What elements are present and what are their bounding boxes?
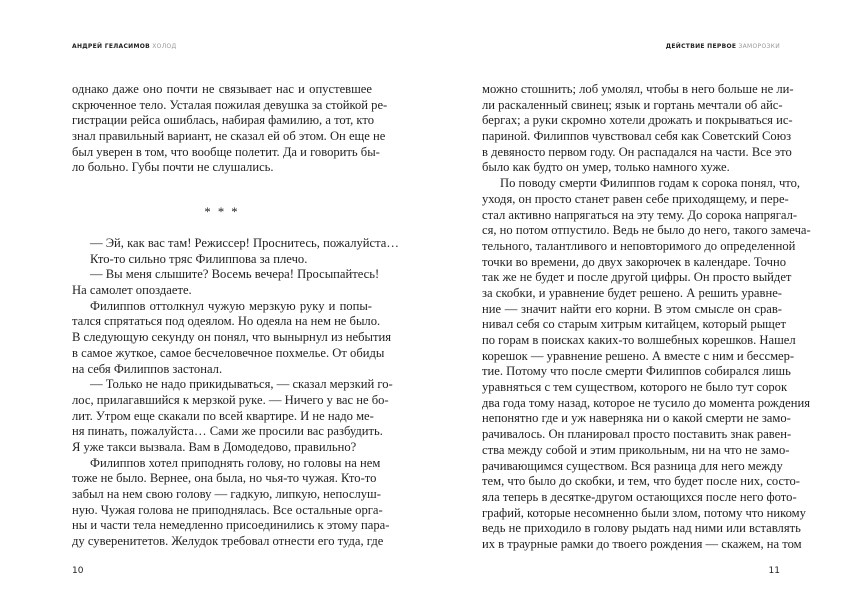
text-line: два года тому назад, которое не тусило до момента рождения xyxy=(482,395,810,410)
text-line: ли раскаленный свинец; язык и гортань мечтали об айс- xyxy=(482,97,783,112)
text-line: забыл на нем свою голову — гадкую, липкую, непослуш- xyxy=(72,487,381,501)
text-line: однако даже оно почти не связывает нас и опустевшее xyxy=(72,82,372,96)
text-line: Я уже такси вызвала. Вам в Домодедово, правильно? xyxy=(72,439,357,454)
text-line: тие. Потому что после смерти Филиппов собирался лишь xyxy=(482,364,791,379)
text-line: непонятно где и уж наверняка ни о какой смерти не замо- xyxy=(482,411,791,426)
text-line: Филиппов оттолкнул чужую мерзкую руку и попы- xyxy=(90,298,372,313)
header-chapter-title: ЗАМОРОЗКИ xyxy=(738,43,780,50)
text-line: знал правильный вариант, не сказал ей об этом. Он еще не xyxy=(72,129,386,144)
text-line: тоже не было. Вернее, она была, но чья-то чужая. Кто-то xyxy=(72,471,377,486)
header-author: АНДРЕЙ ГЕЛАСИМОВ xyxy=(72,43,151,50)
text-line: нивал себя со старым хитрым китайцем, который рыщет xyxy=(482,317,786,332)
text-line: графий, которые несомненно были злом, потому что никому xyxy=(482,505,806,520)
text-line: По поводу смерти Филиппов годам к сорока понял, что, xyxy=(500,176,801,191)
text-line: было как будто он умер, только намного хуже. xyxy=(482,160,730,175)
text-line: в девяносто первом году. Он распадался на части. Все это xyxy=(482,144,792,159)
left-text-block-2 xyxy=(72,236,399,550)
text-line: ства между собой и этим прикольным, ни на что не замо- xyxy=(482,442,790,457)
text-line: уходя, он просто станет равен себе приходящему, и пере- xyxy=(482,191,789,206)
text-line: Филиппов хотел приподнять голову, но головы на нем xyxy=(90,455,381,470)
text-line: бергах; а руки скромно хотели дрожать и покрываться ис- xyxy=(482,113,793,128)
text-line: можно стошнить; лоб умолял, чтобы в него больше не ли- xyxy=(482,82,794,96)
text-line: — Эй, как вас там! Режиссер! Проснитесь, пожалуйста… xyxy=(90,236,399,250)
text-line: ны и части тела немедленно присоединились к этому пара- xyxy=(72,518,390,533)
text-line: ведь не приходило в голову рыдать над ними или вставлять xyxy=(482,521,801,536)
text-line: тем, что было до скобки, и тем, что будет после них, состо- xyxy=(482,474,800,489)
text-line: на себя Филиппов застонал. xyxy=(72,361,223,376)
text-line: уравняться с тем существом, которого не было тут сорок xyxy=(482,380,788,395)
text-line: лит. Утром еще скакали по всей квартире. И не надо ме- xyxy=(72,408,374,423)
text-line: корешок — уравнение решено. А вместе с ним и бессмер- xyxy=(482,348,795,363)
page-number-right: 11 xyxy=(768,566,780,576)
text-line: ся, но потом отпустило. Ведь не было до него, такого замеча- xyxy=(482,223,811,238)
text-line: Кто-то сильно тряс Филиппова за плечо. xyxy=(90,251,308,266)
text-line: рачивающимся существом. Вся разница для него между xyxy=(482,458,783,473)
text-line: ло больно. Губы почти не слушались. xyxy=(72,160,274,175)
running-header-right xyxy=(666,43,780,50)
text-line: стал активно напрягаться на эту тему. До сорока напрягал- xyxy=(482,207,798,222)
text-line: В следующую секунду он понял, что вынырнул из небытия xyxy=(72,330,392,345)
text-line: ду суверенитетов. Желудок требовал отнести его туда, где xyxy=(72,534,384,549)
right-text-block xyxy=(482,82,811,553)
left-text-block-1 xyxy=(72,82,388,176)
text-line: тался спрятаться под одеялом. Но одеяла на нем не было. xyxy=(72,314,381,329)
page-number-left: 10 xyxy=(72,566,84,576)
header-book-title: ХОЛОД xyxy=(152,43,177,50)
text-line: ня пинать, пожалуйста… Сами же просили вас разбудить. xyxy=(72,424,383,439)
text-line: париной. Филиппов чувствовал себя как Советский Союз xyxy=(482,129,792,144)
running-header-left xyxy=(72,43,177,50)
text-line: рачивалось. Он планировал просто поставить знак равен- xyxy=(482,427,792,442)
text-line: точки во времени, до двух закорючек в календаре. Точно xyxy=(482,254,787,269)
text-line: тельного, талантливого и неповторимого до определенной xyxy=(482,238,796,253)
text-line: — Вы меня слышите? Восемь вечера! Просыпайтесь! xyxy=(90,267,380,282)
text-line: их в траурные рамки до твоего рождения — скажем, на том xyxy=(482,536,802,551)
text-line: скрюченное тело. Усталая пожилая девушка за стойкой ре- xyxy=(72,97,388,112)
text-line: гистрации рейса ошиблась, набирая фамилию, а тот, кто xyxy=(72,113,374,128)
text-line: ную. Чужая голова не приподнялась. Все остальные орга- xyxy=(72,502,383,517)
text-line: за скобки, и уравнение будет решено. А решить уравне- xyxy=(482,285,782,300)
section-separator: * * * xyxy=(204,205,240,219)
text-line: На самолет опоздаете. xyxy=(72,283,192,298)
header-section: ДЕЙСТВИЕ ПЕРВОЕ xyxy=(665,43,737,50)
text-line: по горам в поисках каких-то волшебных корешков. Нашел xyxy=(482,333,796,347)
text-line: — Только не надо прикидываться, — сказал мерзкий го- xyxy=(90,377,393,392)
text-line: так же не будет и после другой цифры. Он просто выйдет xyxy=(482,270,792,285)
text-line: яла теперь в десятке-другом остающихся после него фото- xyxy=(482,489,797,504)
text-line: ние — значит найти его корни. В этом смысле он срав- xyxy=(482,301,782,316)
text-line: был уверен в том, что вообще полетит. Да и говорить бы- xyxy=(72,144,380,159)
text-line: лос, прилагавшийся к мерзкой руке. — Ничего у вас не бо- xyxy=(72,392,389,407)
text-line: в самое жуткое, самое бесчеловечное похмелье. От обиды xyxy=(72,345,385,360)
